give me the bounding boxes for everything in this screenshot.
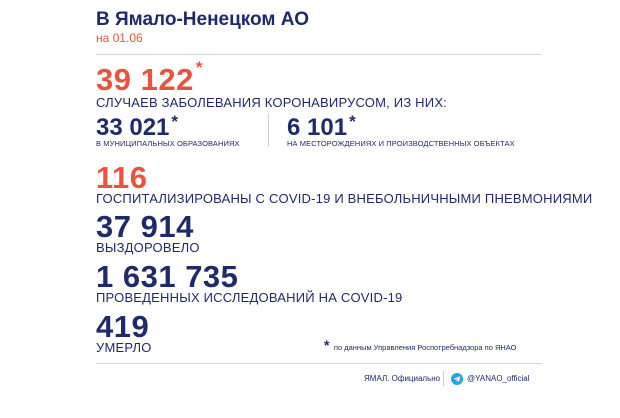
footnote-asterisk: *: [324, 337, 330, 353]
municipal-cases-value: 33 021: [96, 114, 170, 141]
field-cases-label: НА МЕСТОРОЖДЕНИЯХ И ПРОИЗВОДСТВЕННЫХ ОБЪЕКТАХ: [287, 139, 515, 148]
total-cases-label: СЛУЧАЕВ ЗАБОЛЕВАНИЯ КОРОНАВИРУСОМ, ИЗ НИХ:: [96, 95, 447, 110]
footer-divider: [96, 363, 542, 364]
footnote-text: по данным Управления Роспотребнадзора по ЯНАО: [333, 343, 517, 352]
hospitalized-value: 116: [96, 160, 148, 195]
report-date: на 01.06: [96, 31, 143, 45]
column-separator: [268, 113, 269, 147]
hospitalized-label: ГОСПИТАЛИЗИРОВАНЫ С COVID-19 И ВНЕБОЛЬНИЧНЫМИ ПНЕВМОНИЯМИ: [96, 191, 593, 206]
total-cases-asterisk: *: [195, 58, 203, 77]
footer-brand: ЯМАЛ. Официально: [364, 374, 441, 383]
recovered-label: ВЫЗДОРОВЕЛО: [96, 240, 200, 255]
tests-value: 1 631 735: [96, 259, 239, 294]
municipal-cases-asterisk: *: [171, 112, 179, 131]
recovered-value: 37 914: [96, 209, 194, 244]
field-cases-value: 6 101: [287, 114, 348, 141]
header-divider: [96, 54, 542, 55]
page-title: В Ямало-Ненецком АО: [96, 9, 309, 30]
municipal-cases: [96, 114, 178, 142]
municipal-cases-label: В МУНИЦИПАЛЬНЫХ ОБРАЗОВАНИЯХ: [96, 139, 240, 148]
deaths-value: 419: [96, 309, 150, 344]
source-footnote: [324, 337, 516, 355]
total-cases-value: 39 122: [96, 62, 194, 97]
total-cases: [96, 58, 203, 98]
field-cases-asterisk: *: [349, 112, 356, 131]
footer-separator: [443, 371, 444, 386]
telegram-icon: [451, 372, 463, 390]
tests-label: ПРОВЕДЕННЫХ ИССЛЕДОВАНИЙ НА COVID-19: [96, 290, 403, 305]
field-cases: [287, 114, 356, 142]
telegram-handle[interactable]: @YANAO_official: [467, 374, 530, 383]
deaths-label: УМЕРЛО: [96, 340, 152, 355]
